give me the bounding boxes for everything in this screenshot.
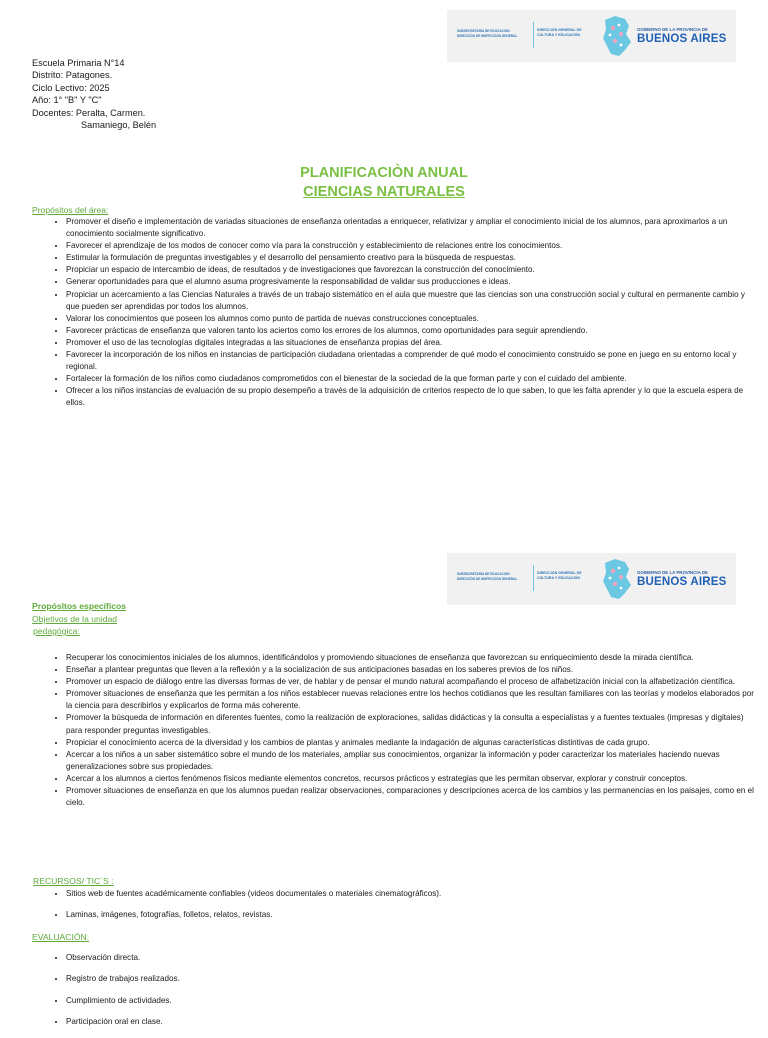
subsecretaria-line-1: SUBSECRETARÍA DE EDUCACIÓN: [457, 29, 510, 33]
direccion-line-2: CULTURA Y EDUCACIÓN: [537, 33, 580, 37]
school-cycle: Ciclo Lectivo: 2025: [32, 82, 110, 93]
list-item: • Ofrecer a los niños instancias de evaluación de su propio desempeño a través de la adquisición de criterios respecto de lo que saben, lo que les falta aprender y lo que la escuela espera de ellos.: [66, 385, 756, 409]
list-item: • Favorecer la incorporación de los niños en instancias de participación ciudadana orientadas a comprender de qué modo el conocimiento construido se pone en juego en su entorno local y regional.: [66, 349, 756, 373]
list-item: • Fortalecer la formación de los niños como ciudadanos comprometidos con el bienestar de la sociedad de la que forman parte y con el cuidado del ambiente.: [66, 373, 756, 385]
list-item: • Recuperar los conocimientos iniciales de los alumnos, identificándolos y promoviendo situaciones de enseñanza que favorezcan su enriquecimiento desde la mirada científica.: [66, 652, 756, 664]
evaluacion-list: [48, 952, 756, 1038]
list-item: • Promover situaciones de enseñanza en que los alumnos puedan realizar observaciones, comparaciones y descripciones acerca de los cambios y las permanencias en los paisajes, como en el cielo.: [66, 785, 756, 809]
direccion-line-2: CULTURA Y EDUCACIÓN: [537, 576, 580, 580]
list-item: • Promover un espacio de diálogo entre las diversas formas de ver, de hablar y de pensar el mundo natural acompañando el proceso de alfabetización inicial con la alfabetización científica.: [66, 676, 756, 688]
list-item: • Acercar a los niños a un saber sistemático sobre el mundo de los materiales, ampliar sus conocimientos, organizar la información y poder caracterizar los materiales haciendo nuevas generalizaciones sobre sus propiedades.: [66, 749, 756, 773]
list-item: • Favorecer el aprendizaje de los modos de conocer como vía para la construcción y establecimiento de relaciones entre los conocimientos.: [66, 240, 756, 252]
school-district: Distrito: Patagones.: [32, 70, 113, 81]
subsecretaria-line-1: SUBSECRETARÍA DE EDUCACIÓN: [457, 572, 510, 576]
list-item: • Laminas, imágenes, fotografías, folletos, relatos, revistas.: [66, 909, 756, 921]
title-line-1: PLANIFICACIÒN ANUAL: [300, 165, 468, 181]
evaluacion-heading: EVALUACIÓN:: [32, 932, 90, 942]
province-logo-icon: [599, 14, 635, 58]
buenos-aires-label: BUENOS AIRES: [637, 33, 727, 45]
subsecretaria-line-2: DIRECCIÓN DE INSPECCIÓN GENERAL: [457, 576, 518, 581]
list-item: • Estimular la formulación de preguntas investigables y el desarrollo del pensamiento creativo para la búsqueda de respuestas.: [66, 252, 756, 264]
list-item: • Registro de trabajos realizados.: [66, 973, 756, 985]
list-item: • Sitios web de fuentes académicamente confiables (videos documentales o materiales cinematográficos).: [66, 888, 756, 900]
page-2-banner: [447, 553, 736, 605]
document-title: [0, 164, 768, 202]
subsecretaria-label: [457, 29, 531, 38]
objetivos-heading-line-1: Objetivos de la unidad: [32, 614, 118, 624]
gobierno-label: GOBIERNO DE LA PROVINCIA DE: [637, 570, 708, 575]
direccion-line-1: DIRECCIÓN GENERAL DE: [537, 571, 582, 575]
school-teacher-2: Samaniego, Belén: [81, 120, 157, 131]
direccion-label: [537, 28, 599, 38]
propositos-especificos-heading: Propósltos específicos: [32, 601, 127, 611]
list-item: • Promover el uso de las tecnologías digitales integradas a las situaciones de enseñanza propias del área.: [66, 337, 756, 349]
list-item: • Cumplimiento de actividades.: [66, 995, 756, 1007]
list-item: • Enseñar a plantear preguntas que lleven a la reflexión y a la socialización de sus anticipaciones basadas en los saberes previos de los niños.: [66, 664, 756, 676]
recursos-list: [48, 888, 756, 931]
propositos-especificos-list: [48, 652, 756, 809]
buenos-aires-label: BUENOS AIRES: [637, 576, 727, 588]
recursos-heading: RECURSOS/ TIC´S :: [33, 876, 114, 886]
province-logo-icon: [599, 557, 635, 601]
school-info: [32, 57, 156, 131]
title-line-2: CIENCIAS NATURALES: [303, 184, 465, 200]
list-item: • Valorar los conocimientos que poseen los alumnos como punto de partida de nuevas construcciones conceptuales.: [66, 313, 756, 325]
school-year: Año: 1° "B" Y "C": [32, 95, 102, 106]
subsecretaria-line-2: DIRECCIÓN DE INSPECCIÓN GENERAL: [457, 33, 518, 38]
list-item: • Propiciar un acercamiento a las Ciencias Naturales a través de un trabajo sistemático en el aula que muestre que las ciencias son una construcción social y cultural en permanente cambio y que pueden ser aprendidas por todos los alumnos.: [66, 289, 756, 313]
gobierno-label: GOBIERNO DE LA PROVINCIA DE: [637, 27, 708, 32]
list-item: • Promover la búsqueda de información en diferentes fuentes, como la realización de exploraciones, salidas didácticas y la consulta a especialistas y a fuentes textuales (impresas y digitales) para responder preguntas investigables.: [66, 712, 756, 736]
propositos-area-list: [48, 216, 756, 410]
list-item: • Participación oral en clase.: [66, 1016, 756, 1028]
list-item: • Propiciar el conocimiento acerca de la diversidad y los cambios de plantas y animales mediante la indagación de algunas características distintivas de cada grupo.: [66, 737, 756, 749]
banner-divider: [533, 22, 534, 48]
list-item: • Promover el diseño e implementación de variadas situaciones de enseñanza orientadas a enriquecer, relativizar y ampliar el conocimiento inicial de los alumnos, para aproximarlos a un conocimiento socialmente significativo.: [66, 216, 756, 240]
direccion-line-1: DIRECCIÓN GENERAL DE: [537, 28, 582, 32]
direccion-label: [537, 571, 599, 581]
list-item: • Observación directa.: [66, 952, 756, 964]
school-name: Escuela Primaria N°14: [32, 58, 125, 68]
banner-divider: [533, 565, 534, 591]
list-item: • Generar oportunidades para que el alumno asuma progresivamente la responsabilidad de validar sus producciones e ideas.: [66, 276, 756, 288]
list-item: • Propiciar un espacio de intercambio de ideas, de resultados y de investigaciones que favorezcan la construcción del conocimiento.: [66, 264, 756, 276]
header-banner: [447, 10, 736, 62]
school-teachers: Docentes: Peralta, Carmen.: [32, 107, 146, 118]
objetivos-heading-line-2: pedagógica:: [33, 626, 80, 636]
list-item: • Acercar a los alumnos a ciertos fenómenos físicos mediante elementos concretos, recursos prácticos y estrategias que les permitan observar, explorar y construir conceptos.: [66, 773, 756, 785]
propositos-area-heading: Propósitos del área:: [32, 205, 109, 215]
subsecretaria-label: [457, 572, 531, 581]
list-item: • Promover situaciones de enseñanza que les permitan a los niños establecer nuevas relaciones entre los hechos cotidianos que les resultan familiares con las teorías y modelos elaborados por la ciencia para describirlos y explicarlos de forma más coherente.: [66, 688, 756, 712]
list-item: • Favorecer prácticas de enseñanza que valoren tanto los aciertos como los errores de los alumnos, como oportunidades para seguir aprendiendo.: [66, 325, 756, 337]
